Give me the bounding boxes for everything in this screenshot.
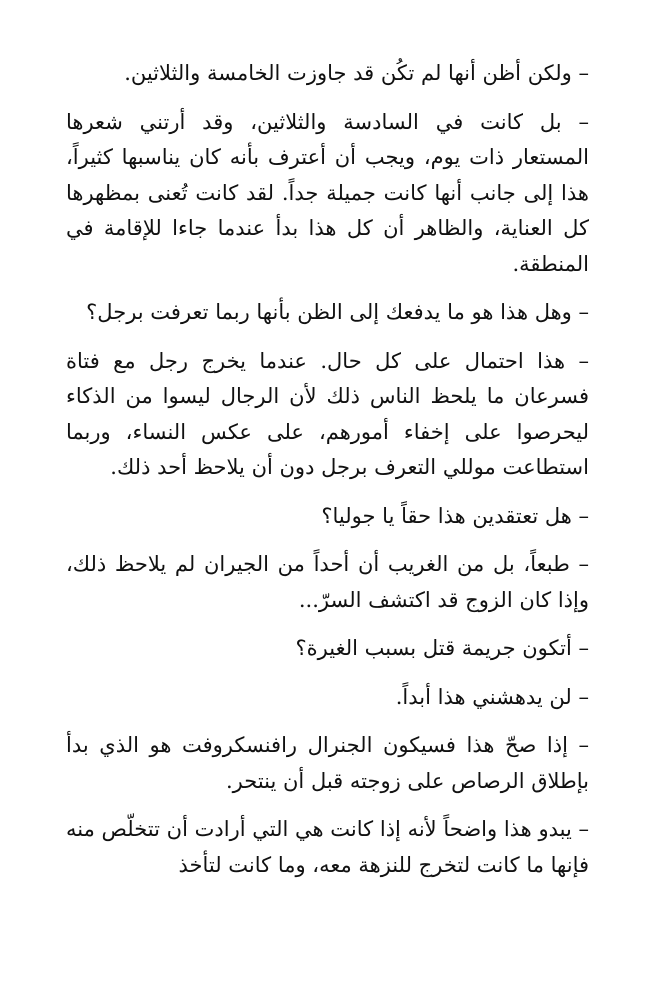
paragraph-8: – لن يدهشني هذا أبداً.	[395, 684, 589, 709]
paragraph-5: – هل تعتقدين هذا حقاً يا جوليا؟	[321, 503, 589, 528]
paragraph-9: – إذا صحّ هذا فسيكون الجنرال رافنسكروفت هو الذي بدأ بإطلاق الرصاص على زوجته قبل أن ينتحر.	[66, 733, 589, 793]
paragraph-3: – وهل هذا هو ما يدفعك إلى الظن بأنها ربما تعرفت برجل؟	[86, 300, 589, 324]
paragraph-10: – يبدو هذا واضحاً لأنه إذا كانت هي التي أرادت أن تتخلّص منه فإنها ما كانت لتخرج للنزهة معه، وما كانت لتأخذ	[66, 817, 589, 877]
paragraph-4: – هذا احتمال على كل حال. عندما يخرج رجل مع فتاة فسرعان ما يلحظ الناس ذلك لأن الرجال ليسوا من الذكاء ليحرصوا على إخفاء أمورهم، على عكس النساء، وربما استطاعت موللي التعرف برجل دون أن يلاحظ أحد ذلك.	[66, 348, 589, 479]
paragraph-1: – ولكن أظن أنها لم تكُن قد جاوزت الخامسة والثلاثين.	[124, 61, 589, 85]
paragraph-2: – بل كانت في السادسة والثلاثين، وقد أرتني شعرها المستعار ذات يوم، ويجب أن أعترف بأنه كان يناسبها كثيراً، هذا إلى جانب أنها كانت جميلة جداً. لقد كانت تُعنى بمظهرها كل العناية، والظاهر أن كل هذا بدأ عندما جاءا للإقامة في المنطقة.	[66, 109, 589, 276]
paragraph-7: – أتكون جريمة قتل بسبب الغيرة؟	[295, 636, 589, 660]
paragraph-6: – طبعاً، بل من الغريب أن أحداً من الجيران لم يلاحظ ذلك، وإذا كان الزوج قد اكتشف السرّ...	[66, 552, 589, 612]
